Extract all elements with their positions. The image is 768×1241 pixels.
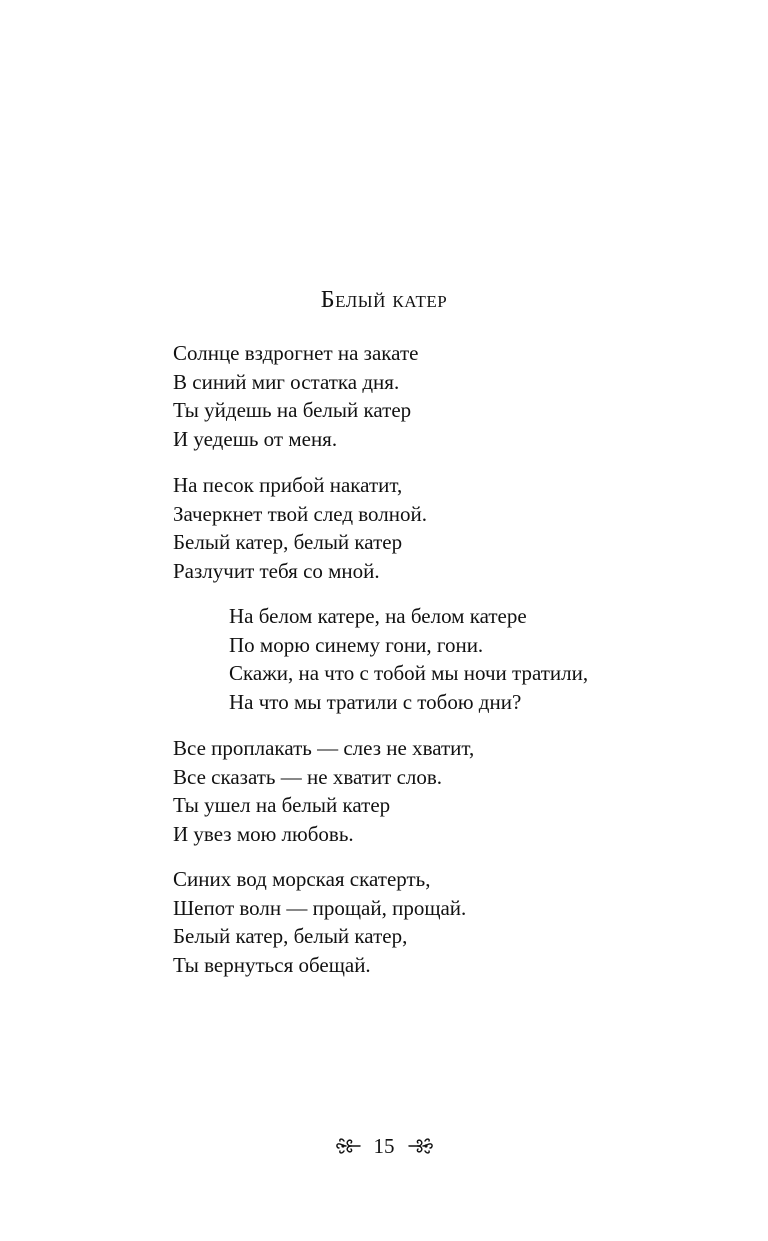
poem-line: Белый катер, белый катер xyxy=(173,530,403,554)
poem-line: Все сказать — не хватит слов. xyxy=(173,764,443,789)
poem-line: На белом катере, на белом катере xyxy=(229,604,527,628)
stanza-1 xyxy=(173,339,418,453)
stanza-3-refrain xyxy=(229,602,588,716)
poem-line: Шепот волн — прощай, прощай. xyxy=(173,895,467,920)
flourish-ornament-icon xyxy=(334,1135,362,1157)
poem-line: Разлучит тебя со мной. xyxy=(173,558,380,583)
poem-line: Солнце вздрогнет на закате xyxy=(173,341,419,365)
poem-line: Зачеркнет твой след волной. xyxy=(173,501,427,526)
stanza-4 xyxy=(173,734,474,848)
poem-line: Синих вод морская скатерть, xyxy=(173,867,431,891)
poem-line: На песок прибой накатит, xyxy=(173,473,403,497)
poem-line: Ты уйдешь на белый катер xyxy=(173,398,412,422)
stanza-5 xyxy=(173,865,466,979)
poem-line: И увез мою любовь. xyxy=(173,821,354,846)
flourish-ornament-icon xyxy=(407,1135,435,1157)
poem-line: По морю синему гони, гони. xyxy=(229,632,484,657)
poem-line: На что мы тратили с тобою дни? xyxy=(229,689,522,714)
stanza-2 xyxy=(173,471,427,585)
poem-line: Все проплакать — слез не хватит, xyxy=(173,736,475,760)
poem-line: В синий миг остатка дня. xyxy=(173,369,400,394)
page-number: 15 xyxy=(373,1134,395,1158)
poem-line: Скажи, на что с тобой мы ночи тратили, xyxy=(229,661,589,685)
page-footer xyxy=(0,1128,768,1164)
poem-line: Ты ушел на белый катер xyxy=(173,793,391,817)
poem-title: Белый катер xyxy=(320,287,448,313)
poem-line: Ты вернуться обещай. xyxy=(173,952,371,977)
poem-line: Белый катер, белый катер, xyxy=(173,924,408,948)
poem-line: И уедешь от меня. xyxy=(173,426,338,451)
